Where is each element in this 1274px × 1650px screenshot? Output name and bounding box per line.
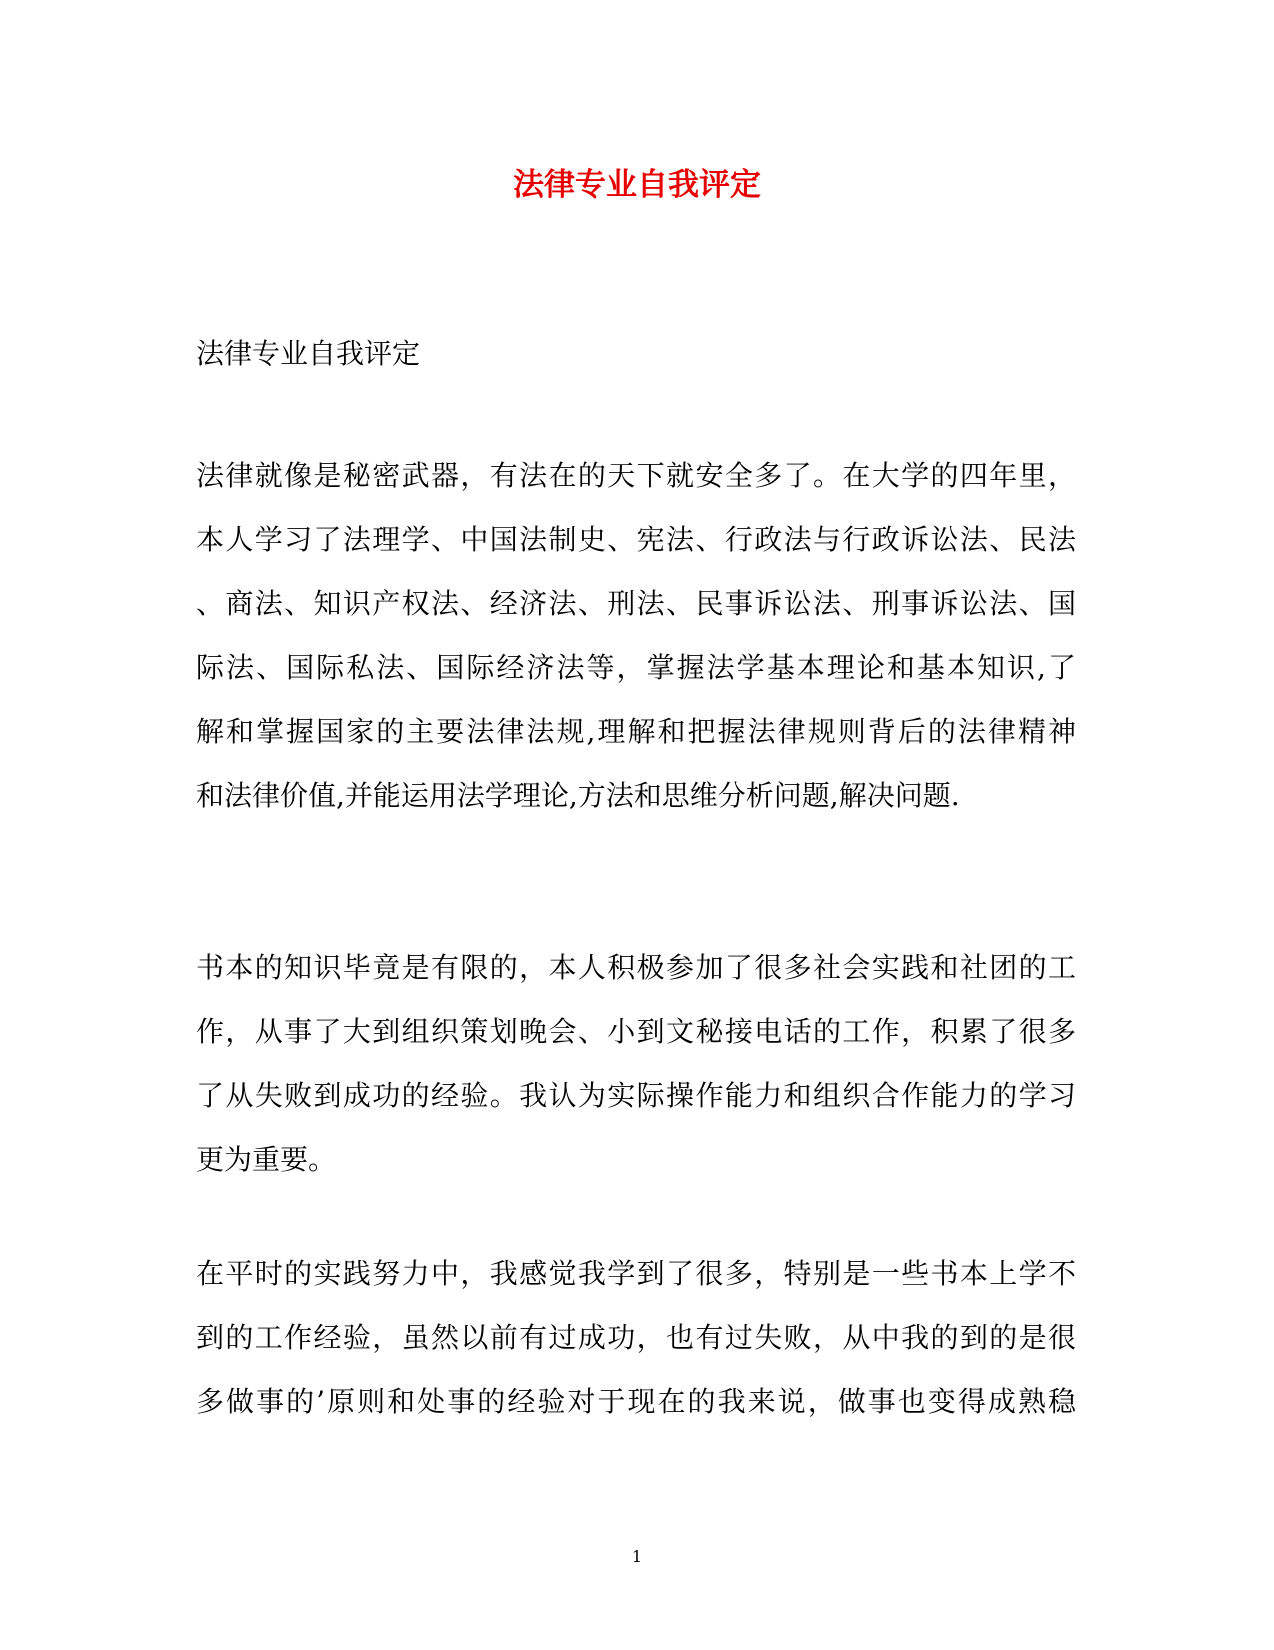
paragraph-line: 更为重要。 bbox=[196, 1143, 337, 1176]
paragraph-line: 作，从事了大到组织策划晚会、小到文秘接电话的工作，积累了很多 bbox=[196, 1015, 1076, 1048]
subtitle-line: 法律专业自我评定 bbox=[196, 337, 421, 370]
paragraph-line: 到的工作经验，虽然以前有过成功，也有过失败，从中我的到的是很 bbox=[196, 1321, 1076, 1354]
paragraph-line: 在平时的实践努力中，我感觉我学到了很多，特别是一些书本上学不 bbox=[196, 1257, 1076, 1290]
document-title: 法律专业自我评定 bbox=[513, 167, 761, 203]
paragraph-line: 际法、国际私法、国际经济法等，掌握法学基本理论和基本知识,了 bbox=[196, 651, 1076, 684]
paragraph-line: 解和掌握国家的主要法律法规,理解和把握法律规则背后的法律精神 bbox=[196, 715, 1076, 748]
paragraph-line: 本人学习了法理学、中国法制史、宪法、行政法与行政诉讼法、民法 bbox=[196, 523, 1076, 556]
paragraph-1 bbox=[196, 444, 1076, 828]
paragraph-line: 和法律价值,并能运用法学理论,方法和思维分析问题,解决问题. bbox=[196, 779, 960, 812]
paragraph-3 bbox=[196, 1242, 1076, 1434]
paragraph-line: 书本的知识毕竟是有限的，本人积极参加了很多社会实践和社团的工 bbox=[196, 951, 1076, 984]
paragraph-line: 了从失败到成功的经验。我认为实际操作能力和组织合作能力的学习 bbox=[196, 1079, 1076, 1112]
paragraph-2 bbox=[196, 936, 1076, 1192]
paragraph-line: 多做事的’原则和处事的经验对于现在的我来说，做事也变得成熟稳 bbox=[196, 1385, 1076, 1418]
page-number: 1 bbox=[631, 1547, 643, 1566]
paragraph-line: 法律就像是秘密武器，有法在的天下就安全多了。在大学的四年里， bbox=[196, 459, 1076, 492]
paragraph-line: 、商法、知识产权法、经济法、刑法、民事诉讼法、刑事诉讼法、国 bbox=[196, 587, 1076, 620]
document-subtitle bbox=[196, 322, 1076, 386]
